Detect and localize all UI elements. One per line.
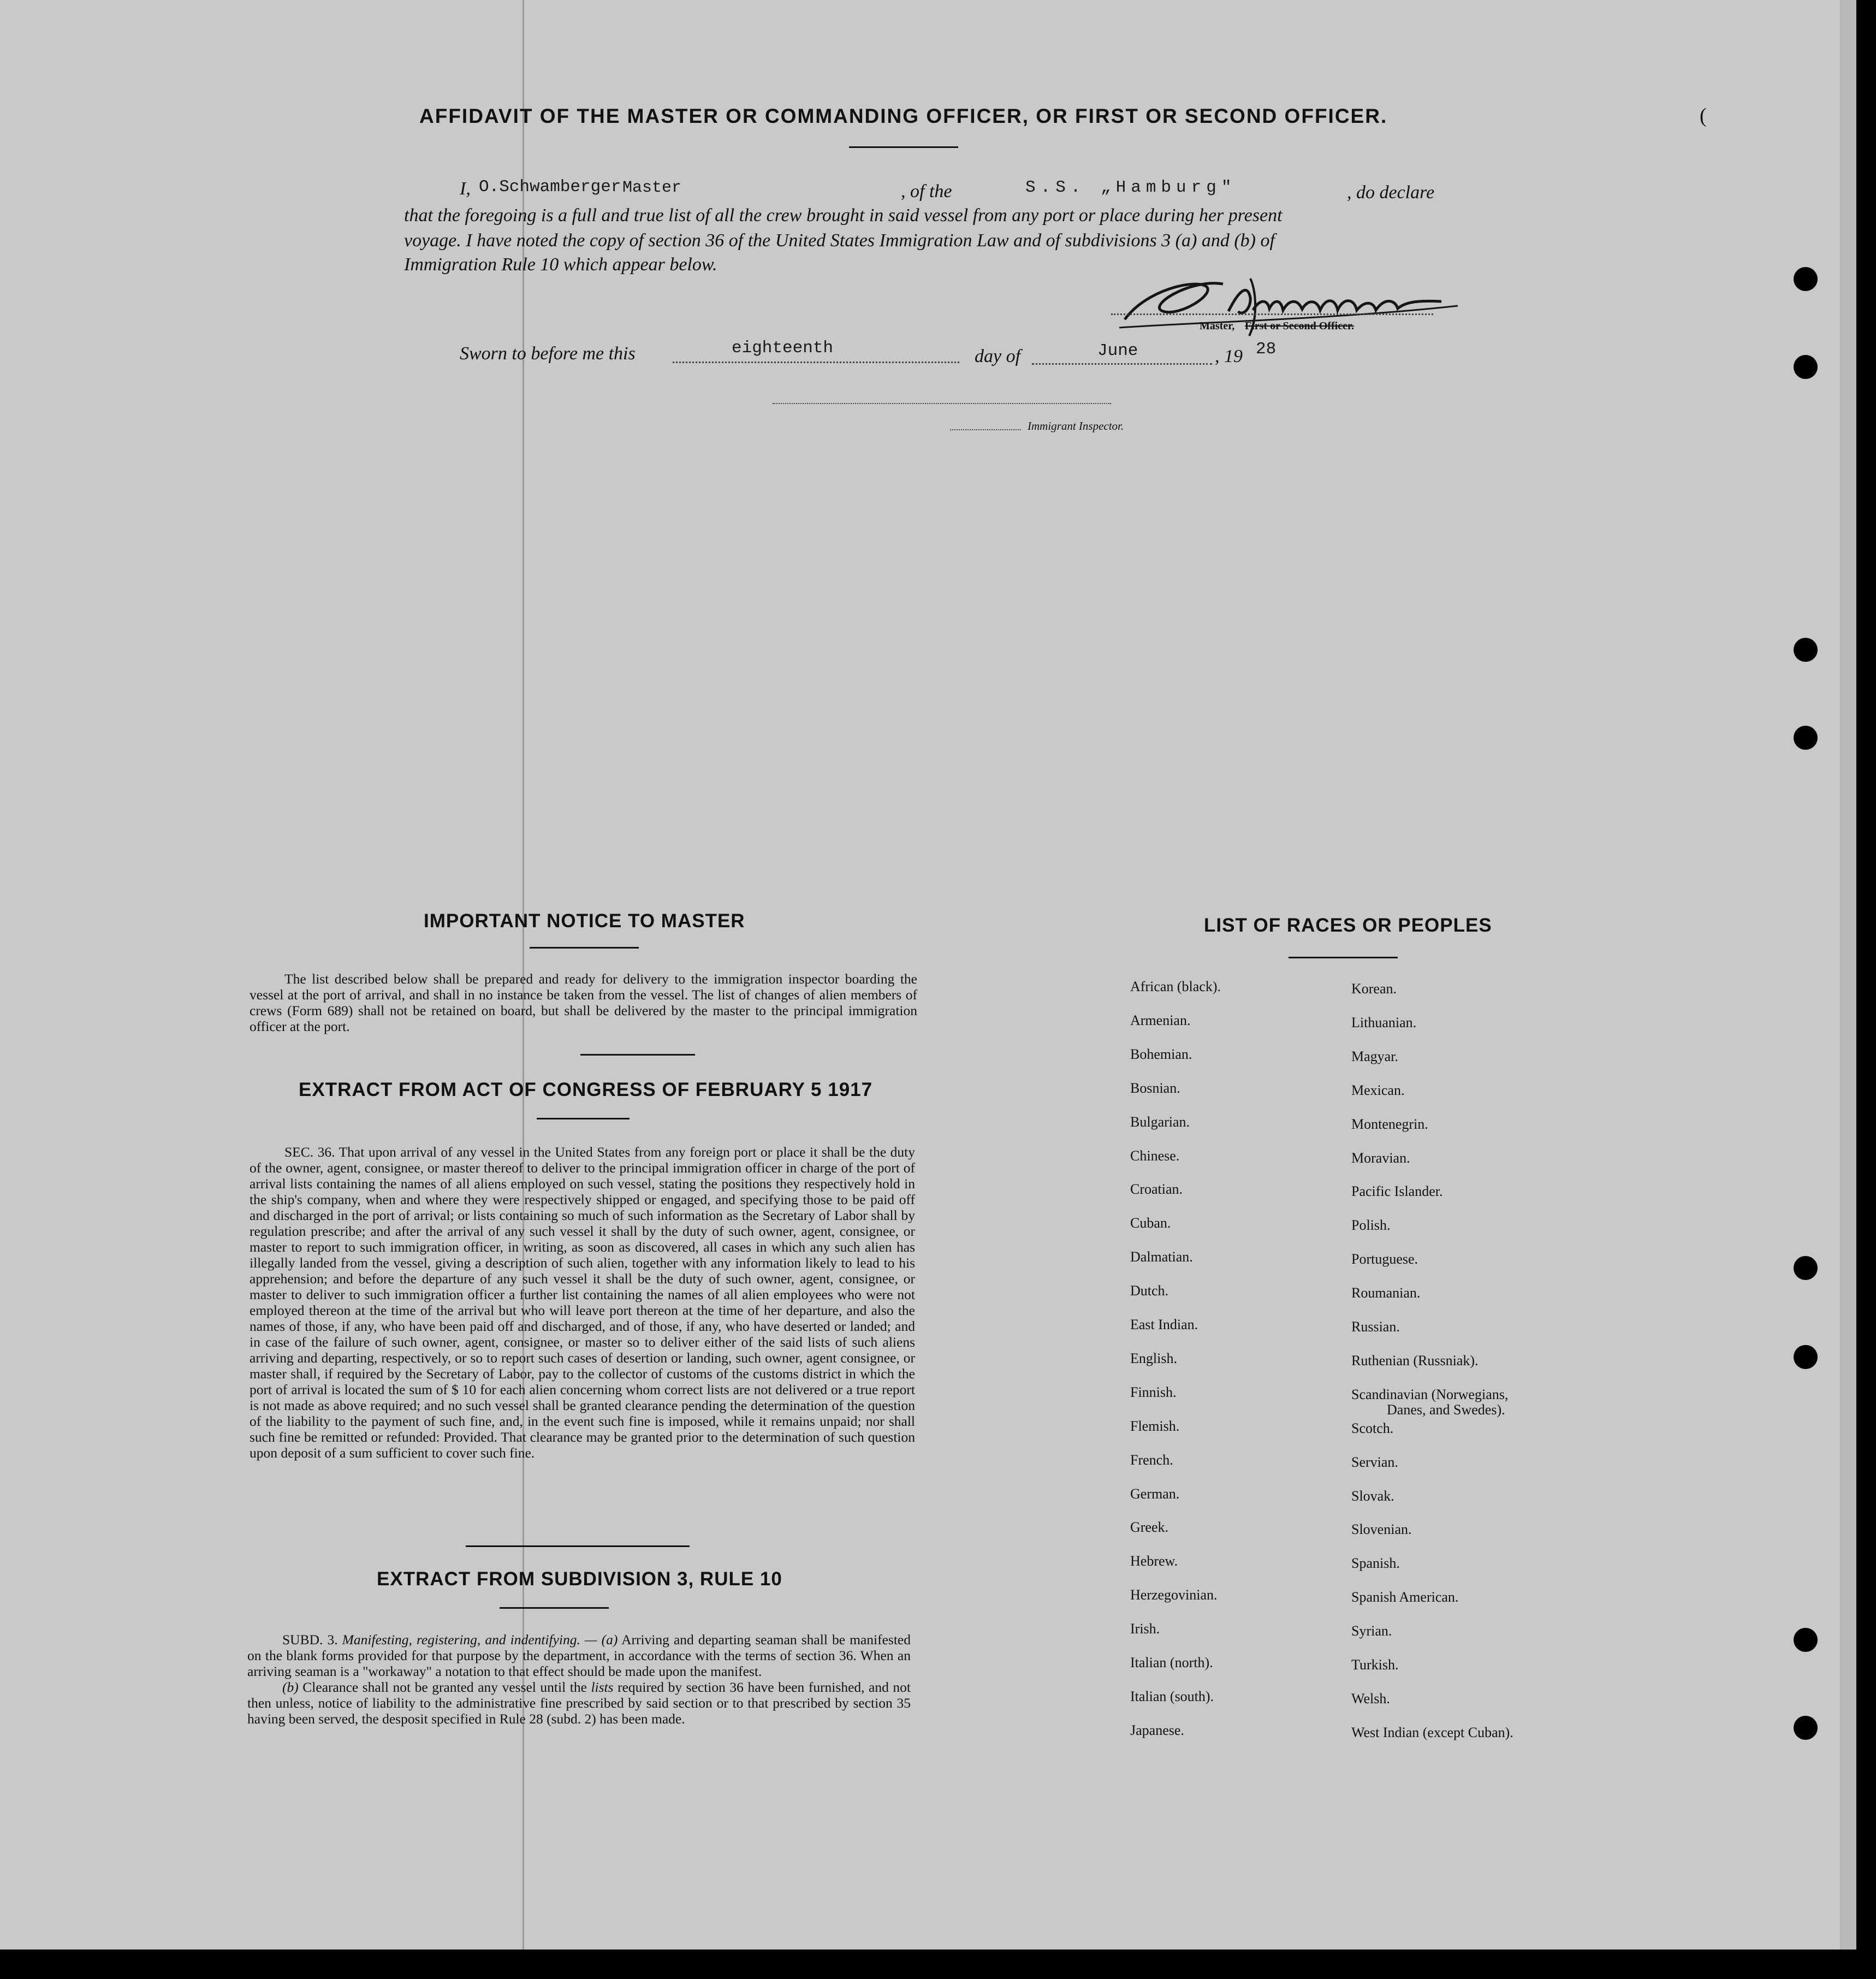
binder-hole [1794,1628,1818,1652]
master-name: O.Schwamberger [479,177,621,197]
race-item: Hebrew. [1130,1553,1178,1569]
rule-subd-a [247,1632,911,1727]
race-item: Polish. [1351,1217,1391,1233]
race-item: Spanish American. [1351,1589,1459,1605]
race-item: Montenegrin. [1351,1116,1428,1132]
race-item: Turkish. [1351,1657,1399,1673]
race-item: Slovenian. [1351,1521,1412,1537]
rule-title-rule [500,1607,609,1609]
race-item: Moravian. [1351,1150,1410,1166]
race-item: Syrian. [1351,1623,1392,1639]
race-item: Scandinavian (Norwegians, [1351,1387,1509,1402]
subd-heading: Manifesting, registering, and indentifying. — (a) [342,1632,618,1648]
race-item: Scotch. [1351,1420,1394,1436]
subd-b-label: (b) [282,1679,299,1695]
race-item: Italian (north). [1130,1655,1213,1670]
race-item: African (black). [1130,979,1221,994]
race-item: West Indian (except Cuban). [1351,1725,1513,1740]
sworn-label: Sworn to before me this [460,343,636,364]
race-item: Chinese. [1130,1148,1180,1164]
race-item: Portuguese. [1351,1251,1418,1267]
title-rule [849,146,958,148]
sworn-month: June [1097,341,1138,360]
race-item: German. [1130,1486,1180,1502]
notice-text: The list described below shall be prepared and ready for delivery to the immigration inspector boarding the vessel at the port of arrival, and shall in no instance be taken from the vessel. The list of changes of alien members of crews (Form 689) shall not be retained on board, but shall be delivered by the master to the principal immigration officer at the port. [250,971,917,1034]
race-item: French. [1130,1452,1173,1468]
race-item: Greek. [1130,1519,1169,1535]
race-item: Irish. [1130,1621,1160,1637]
race-item: Croatian. [1130,1181,1183,1197]
subd-label: SUBD. 3. [282,1632,338,1648]
act-title: EXTRACT FROM ACT OF CONGRESS OF FEBRUARY 5 1917 [299,1079,873,1100]
race-item: Bulgarian. [1130,1114,1190,1130]
race-item: Roumanian. [1351,1285,1421,1301]
page-edge [1840,0,1856,1950]
subd-b-lists: lists [591,1679,614,1695]
binder-hole [1794,355,1818,379]
declaration-line-4: Immigration Rule 10 which appear below. [404,254,717,275]
affidavit-title: AFFIDAVIT OF THE MASTER OR COMMANDING OFFICER, OR FIRST OR SECOND OFFICER. [419,105,1388,127]
race-item: Welsh. [1351,1691,1390,1707]
race-item: Lithuanian. [1351,1015,1417,1030]
race-item: Flemish. [1130,1418,1180,1434]
binder-hole [1794,1716,1818,1740]
races-title: LIST OF RACES OR PEOPLES [1204,915,1492,936]
of-the-label: , of the [901,181,952,202]
signature-caption-master: Master, [1200,320,1235,332]
signature-caption-officer: First or Second Officer. [1245,320,1354,332]
subd-b-text-post: required by section 36 have been furnished, and not then unless, notice of liability to the administrative fine prescribed by said section or to that prescribed by section 35 having been served, the desposit specified in Rule 28 (subd. 2) has been made. [247,1679,911,1727]
sworn-year: 28 [1256,340,1277,359]
sworn-day-line [673,362,959,363]
declaration-line-2: that the foregoing is a full and true list of all the crew brought in said vessel from any port or place during her present [404,205,1283,226]
race-item: Bohemian. [1130,1046,1192,1062]
year-prefix: , 19 [1215,346,1243,366]
act-text: SEC. 36. That upon arrival of any vessel in the United States from any foreign port or place it shall be the duty of the owner, agent, consignee, or master thereof to deliver to the principal immigration officer in charge of the port of arrival lists containing the names of all aliens employed on such vessel, stating the positions they respectively hold in the ship's company, when and where they were respectively shipped or engaged, and specifying those to be paid off and discharged in the port of arrival; or lists containing so much of such information as the Secretary of Labor shall by regulation prescribe; and after the arrival of any such vessel it shall by the duty of such owner, agent, consignee, or master to report to such immigration officer, in writing, as soon as discovered, all cases in which any such alien has illegally landed from the vessel, giving a description of such alien, together with any information likely to lead to his apprehension; and before the departure of any such vessel it shall be the duty of such owner, agent, consignee, or master to deliver to such immigration officer a further list containing the names of all alien employees who were not employed thereon at the time of the arrival but who will leave port thereon at the time of her departure, and also the names of those, if any, who have been paid off and discharged, and of those, if any, who have deserted or landed; and in case of the failure of such owner, agent, consignee, or master so to deliver either of the said lists of such aliens arriving and departing, respectively, or so to report such cases of desertion or landing, such owner, agent consignee, or master shall, if required by the Secretary of Labor, pay to the collector of customs of the customs district in which the port of arrival is located the sum of $ 10 for each alien concerning whom correct lists are not delivered or a true report is not made as above required; and no such vessel shall be granted clearance pending the determination of the question of the liability to the payment of such fine, and, in the event such fine is imposed, while it remains unpaid; nor shall such fine be remitted or refunded: Provided. That clearance may be granted prior to the determination of such question upon deposit of a sum sufficient to cover such fine. [250,1144,915,1461]
race-item-continuation: Danes, and Swedes). [1387,1402,1505,1418]
do-declare-label: , do declare [1347,182,1435,203]
race-item: Mexican. [1351,1082,1405,1098]
subd-a-text: Arriving and departing seaman shall be manifested on the blank forms provided for that purpose by the department, in accordance with the terms of section 36. When an arriving seaman is a "workaway" a notation to that effect should be made upon the manifest. [247,1632,911,1679]
race-item: Magyar. [1351,1048,1398,1064]
corner-mark: ( [1700,104,1707,127]
race-item: Armenian. [1130,1012,1191,1028]
inspector-signature-line [773,403,1111,404]
race-item: Dalmatian. [1130,1249,1193,1265]
binder-hole [1794,638,1818,662]
subd-b-text-pre: Clearance shall not be granted any vessel until the [302,1679,587,1695]
master-rank: Master [622,179,682,197]
notice-title-rule [530,947,639,949]
month-line [1032,363,1212,365]
race-item: Pacific Islander. [1351,1183,1443,1199]
binder-hole [1794,1256,1818,1280]
race-item: Italian (south). [1130,1688,1214,1704]
act-title-rule [537,1118,630,1119]
race-item: Ruthenian (Russniak). [1351,1353,1479,1368]
sworn-day: eighteenth [732,339,834,358]
race-item: Bosnian. [1130,1080,1180,1096]
race-item: East Indian. [1130,1317,1198,1332]
notice-end-rule [580,1054,695,1056]
race-item: Korean. [1351,981,1397,997]
race-item: Servian. [1351,1454,1398,1470]
race-item: Cuban. [1130,1215,1171,1231]
binder-hole [1794,1345,1818,1369]
declaration-i: I, [460,179,471,199]
race-item: Finnish. [1130,1384,1177,1400]
binder-hole [1794,267,1818,291]
inspector-caption: Immigrant Inspector. [1028,419,1124,432]
races-title-rule [1289,957,1398,958]
race-item: Dutch. [1130,1283,1169,1299]
signature-line [1111,313,1433,315]
notice-title: IMPORTANT NOTICE TO MASTER [424,910,745,932]
day-of-label: day of [975,346,1021,366]
race-item: Russian. [1351,1319,1400,1335]
race-item: Spanish. [1351,1555,1400,1571]
rule-title: EXTRACT FROM SUBDIVISION 3, RULE 10 [377,1568,782,1590]
binder-hole [1794,726,1818,750]
race-item: Herzegovinian. [1130,1587,1218,1603]
race-item: Slovak. [1351,1488,1394,1504]
race-item: English. [1130,1350,1177,1366]
race-item: Japanese. [1130,1722,1184,1738]
ship-name: S.S. „Hamburg" [1025,178,1237,197]
declaration-line-3: voyage. I have noted the copy of section 36 of the United States Immigration Law and of subdivisions 3 (a) and (b) of [404,230,1275,251]
inspector-caption-line [950,429,1021,430]
act-end-rule [466,1545,690,1547]
